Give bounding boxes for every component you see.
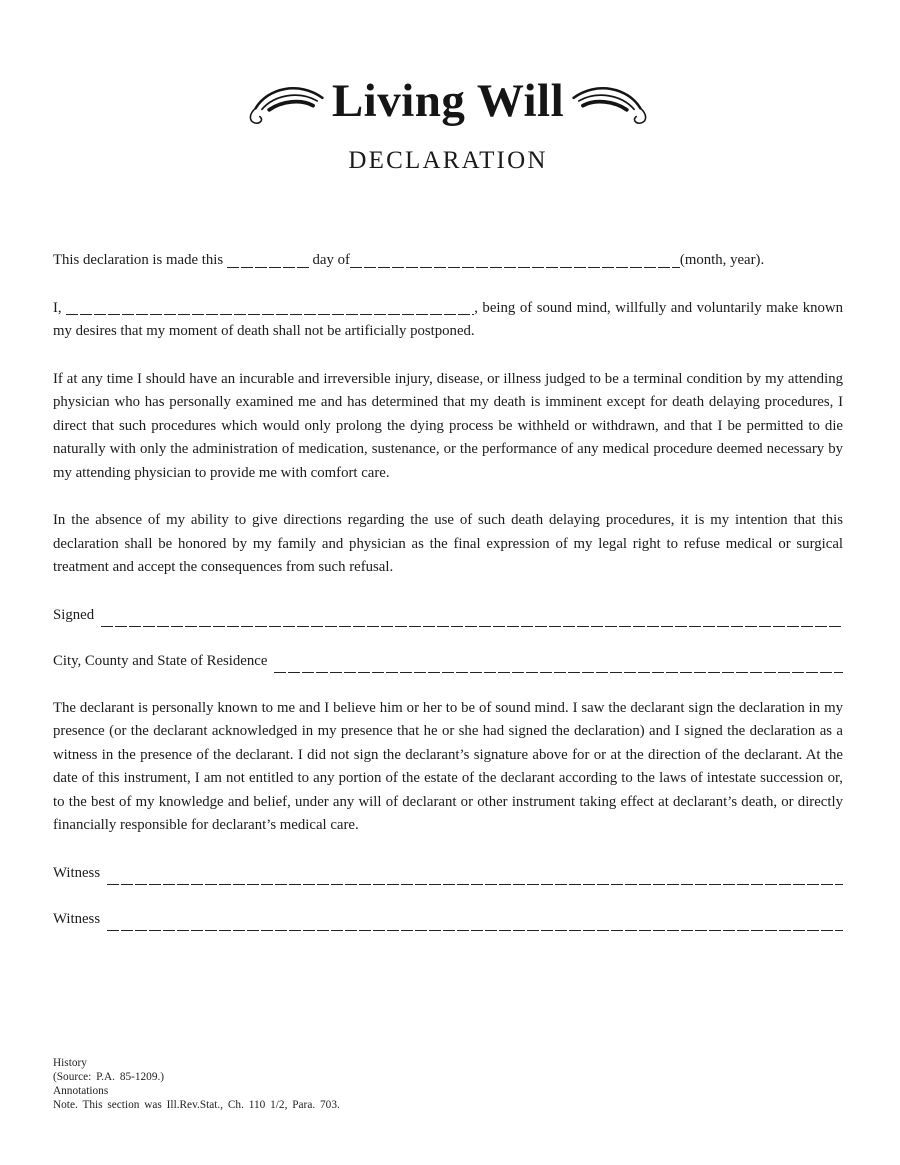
residence-line [53,650,843,674]
footer-annotations-label: Annotations [53,1085,109,1098]
residence-blank[interactable] [274,658,843,674]
witness2-blank[interactable] [107,916,843,932]
made-line-prefix: This declaration is made this [53,252,224,268]
document-title: Living Will [331,75,565,128]
day-blank[interactable] [227,253,309,268]
declarant-statement [53,297,843,344]
witness1-label: Witness [53,864,101,881]
signed-label: Signed [53,606,95,623]
document-header [53,75,843,129]
signed-blank[interactable] [101,611,843,627]
intention-paragraph: In the absence of my ability to give directions regarding the use of such death delaying procedures, it is my intention that this declaration shall be honored by my family and physician as the final expression of my legal right to refuse medical or surgical treatment and accept the consequences from such refusal. [53,512,843,575]
document-subtitle: DECLARATION [348,147,548,174]
declarant-suffix: , being of sound mind, willfully and voluntarily make known my desires that my moment of death shall not be artificially postponed. [53,299,843,339]
witness-statement-paragraph: The declarant is personally known to me and I believe him or her to be of sound mind. I saw the declarant sign the declaration in my presence (or the declarant acknowledged in my presence that he or she had signed the declaration) and I signed the declaration as a witness in the presence of the declarant. I did not sign the declarant’s signature above for or at the direction of the declarant. At the date of this instrument, I am not entitled to any portion of the estate of the declarant according to the laws of intestate succession or, to the best of my knowledge and belief, under any will of declarant or other instrument taking effect at declarant’s death, or directly financially responsible for declarant’s medical care. [53,699,843,833]
witness-line-2 [53,908,843,932]
residence-label: City, County and State of Residence [53,653,268,669]
declaration-date-line [53,249,843,273]
footer-history-label: History [53,1056,87,1069]
footer-note: Note. This section was Ill.Rev.Stat., Ch. 110 1/2, Para. 703. [53,1099,340,1112]
flourish-right-icon [567,78,649,126]
witness-line-1 [53,862,843,886]
declarant-prefix: I, [53,299,62,316]
terminal-condition-paragraph: If at any time I should have an incurable and irreversible injury, disease, or illness judged to be a terminal condition by my attending physician who has personally examined me and has determined that my death is imminent except for death delaying procedures, I direct that such procedures which would only prolong the dying process be withheld or withdrawn, and that I be permitted to die naturally with only the administration of medication, sustenance, or the performance of any medical procedure deemed necessary by my attending physician to provide me with comfort care. [53,370,843,481]
witness2-label: Witness [53,911,101,927]
month-year-blank[interactable] [350,253,680,268]
declarant-name-blank[interactable] [66,301,474,316]
witness1-blank[interactable] [107,869,843,885]
flourish-left-icon [247,78,329,126]
signed-line [53,604,843,628]
footer-source: (Source: P.A. 85-1209.) [53,1070,165,1083]
made-line-suffix: (month, year). [679,252,765,268]
document-footer [53,1056,843,1113]
made-line-mid: day of [312,252,350,268]
